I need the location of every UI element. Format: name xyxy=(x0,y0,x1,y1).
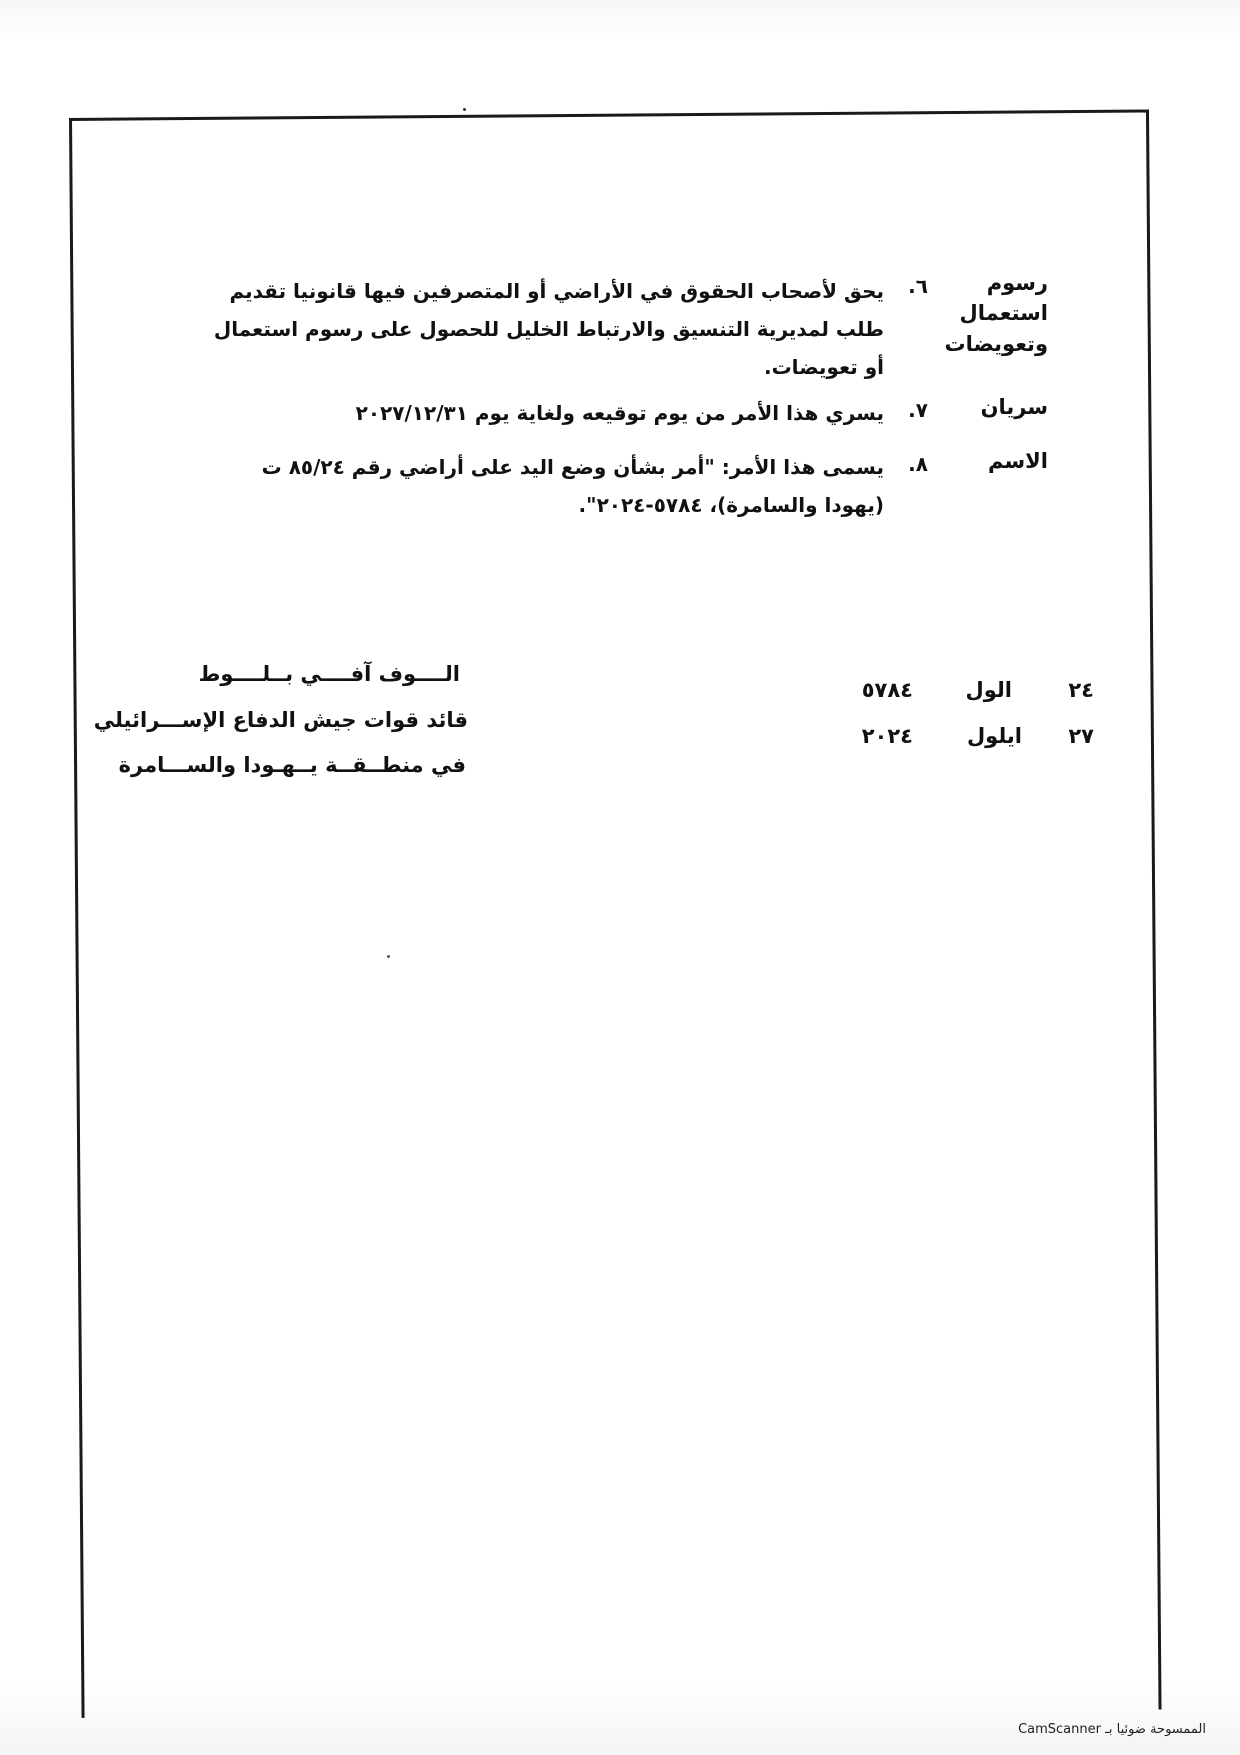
section-6-label: رسوم استعمال وتعويضات xyxy=(944,271,1048,356)
date-gregorian-day: ٢٧ xyxy=(1068,724,1094,748)
date-hebrew-year: ٥٧٨٤ xyxy=(861,678,913,702)
camscanner-footer: الممسوحة ضوئيا بـ CamScanner xyxy=(1018,1722,1206,1737)
date-gregorian-month: ايلول xyxy=(966,724,1022,748)
signature-name: الــــوف آفــــي بــلــــوط xyxy=(198,662,460,686)
section-8-text: يسمى هذا الأمر: "أمر بشأن وضع اليد على أراضي رقم ٨٥/٢٤ ت (يهودا والسامرة)، ٥٧٨٤-٢٠٢٤". xyxy=(261,455,884,517)
date-hebrew-day: ٢٤ xyxy=(1068,678,1094,702)
section-8-number: ٨. xyxy=(908,452,928,476)
signature-title: قائد قوات جيش الدفاع الإســـرائيلي xyxy=(93,708,468,732)
date-hebrew-month: الول xyxy=(965,678,1012,702)
section-7-number: ٧. xyxy=(908,398,928,422)
section-7-text: يسري هذا الأمر من يوم توقيعه ولغاية يوم ٢٠٢٧/١٢/٣١ xyxy=(355,401,884,425)
signature-region: في منطــقــة يــهـودا والســـامرة xyxy=(118,753,466,777)
section-7-label: سريان xyxy=(980,395,1048,419)
section-6-number: ٦. xyxy=(908,274,928,298)
scan-speck xyxy=(463,108,466,111)
section-6-text: يحق لأصحاب الحقوق في الأراضي أو المتصرفين فيها قانونيا تقديم طلب لمديرية التنسيق والارتباط الخليل للحصول على رسوم استعمال أو تعويضات. xyxy=(213,279,884,379)
scan-speck-2 xyxy=(387,955,390,958)
section-8-label: الاسم xyxy=(988,449,1048,473)
date-gregorian-year: ٢٠٢٤ xyxy=(861,724,913,748)
